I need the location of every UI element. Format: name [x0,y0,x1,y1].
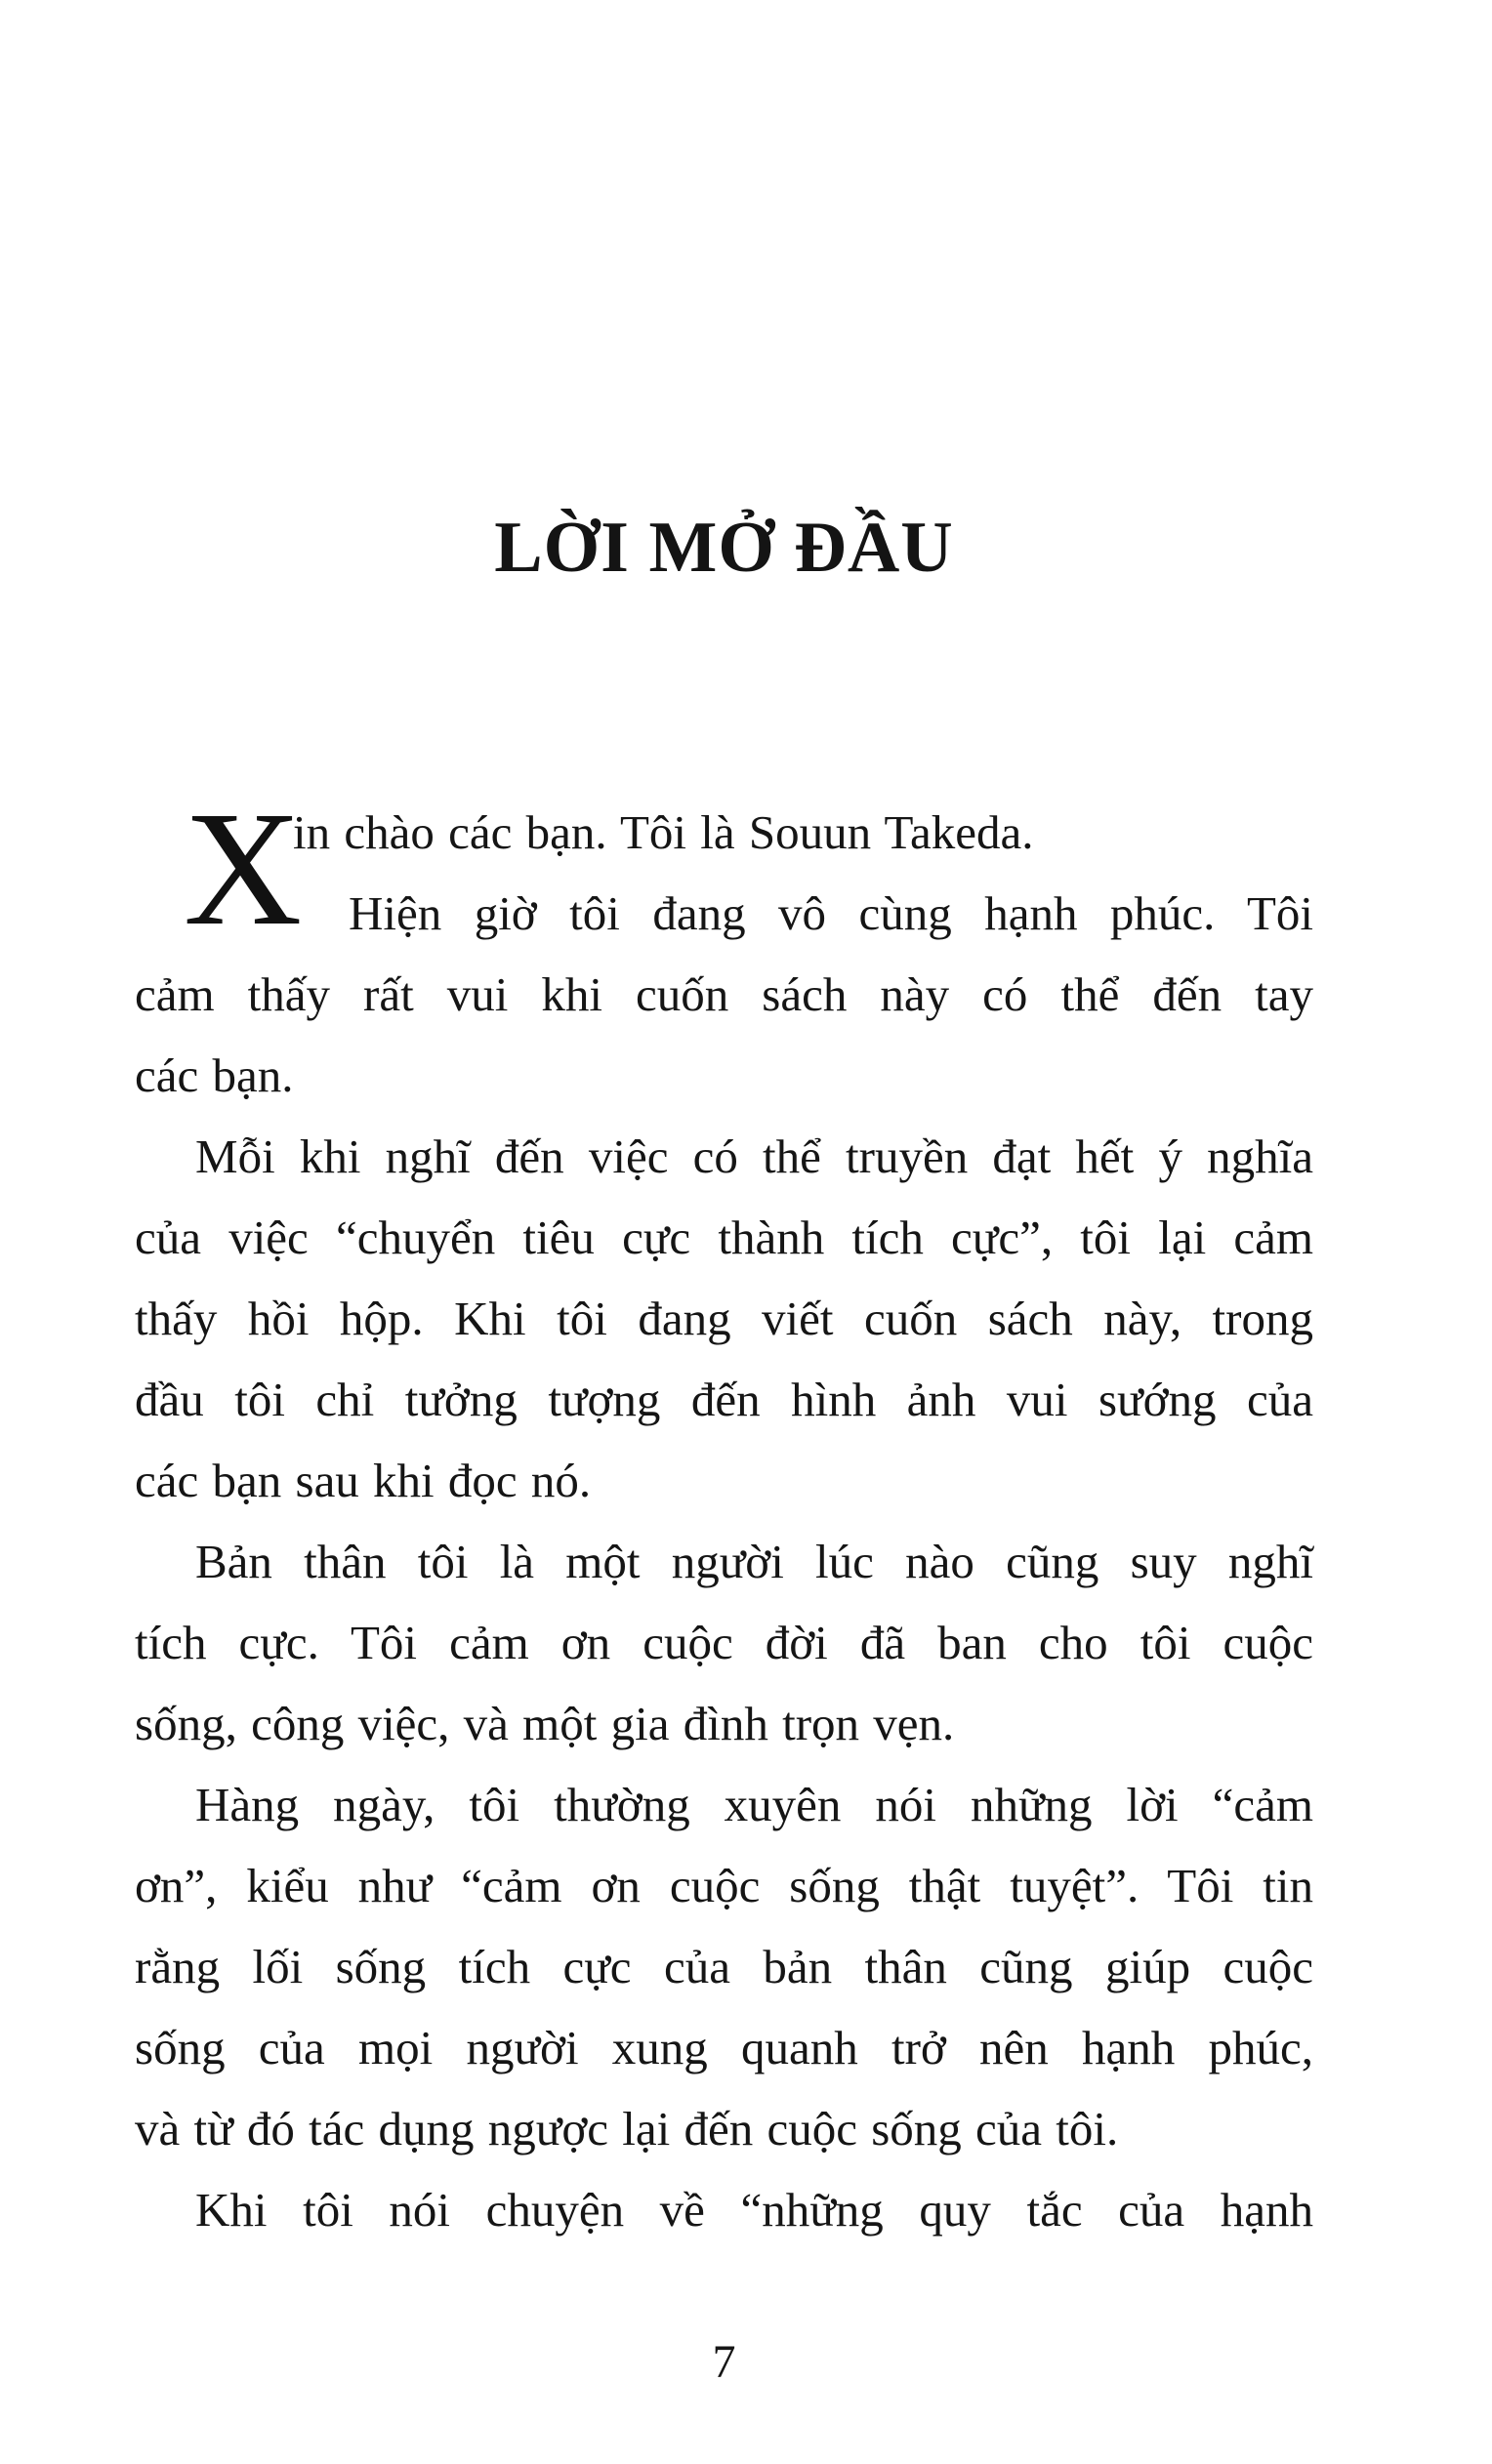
text-line: các bạn. [135,1048,294,1102]
body-text [135,778,1313,2250]
text-line: Mỗi khi nghĩ đến việc có thể truyền đạt hết ý nghĩa [195,1129,1313,1183]
text-line: tích cực. Tôi cảm ơn cuộc đời đã ban cho tôi cuộc [135,1616,1313,1669]
text-line: rằng lối sống tích cực của bản thân cũng giúp cuộc [135,1940,1313,1993]
text-line: đầu tôi chỉ tưởng tượng đến hình ảnh vui sướng của [135,1373,1313,1426]
text-line: của việc “chuyển tiêu cực thành tích cực”, tôi lại cảm [135,1211,1313,1264]
text-line: Bản thân tôi là một người lúc nào cũng suy nghĩ [195,1535,1313,1588]
drop-cap-letter: X [184,778,303,960]
text-line: các bạn sau khi đọc nó. [135,1454,592,1507]
text-line: và từ đó tác dụng ngược lại đến cuộc sống của tôi. [135,2102,1119,2156]
text-line: sống của mọi người xung quanh trở nên hạnh phúc, [135,2021,1313,2074]
text-line: ơn”, kiểu như “cảm ơn cuộc sống thật tuyệt”. Tôi tin [135,1859,1313,1912]
text-line: Khi tôi nói chuyện về “những quy tắc của hạnh [195,2183,1313,2237]
text-line: cảm thấy rất vui khi cuốn sách này có thể đến tay [135,967,1313,1021]
chapter-title: LỜI MỞ ĐẦU [494,508,954,588]
page-number: 7 [712,2336,736,2388]
text-line: Hiện giờ tôi đang vô cùng hạnh phúc. Tôi [349,886,1313,940]
text-line: Hàng ngày, tôi thường xuyên nói những lời “cảm [195,1778,1313,1831]
text-line: thấy hồi hộp. Khi tôi đang viết cuốn sách này, trong [135,1292,1313,1345]
text-line: sống, công việc, và một gia đình trọn vẹn. [135,1697,955,1750]
text-line: in chào các bạn. Tôi là Souun Takeda. [293,805,1034,859]
paragraph-lines [135,792,1313,2250]
